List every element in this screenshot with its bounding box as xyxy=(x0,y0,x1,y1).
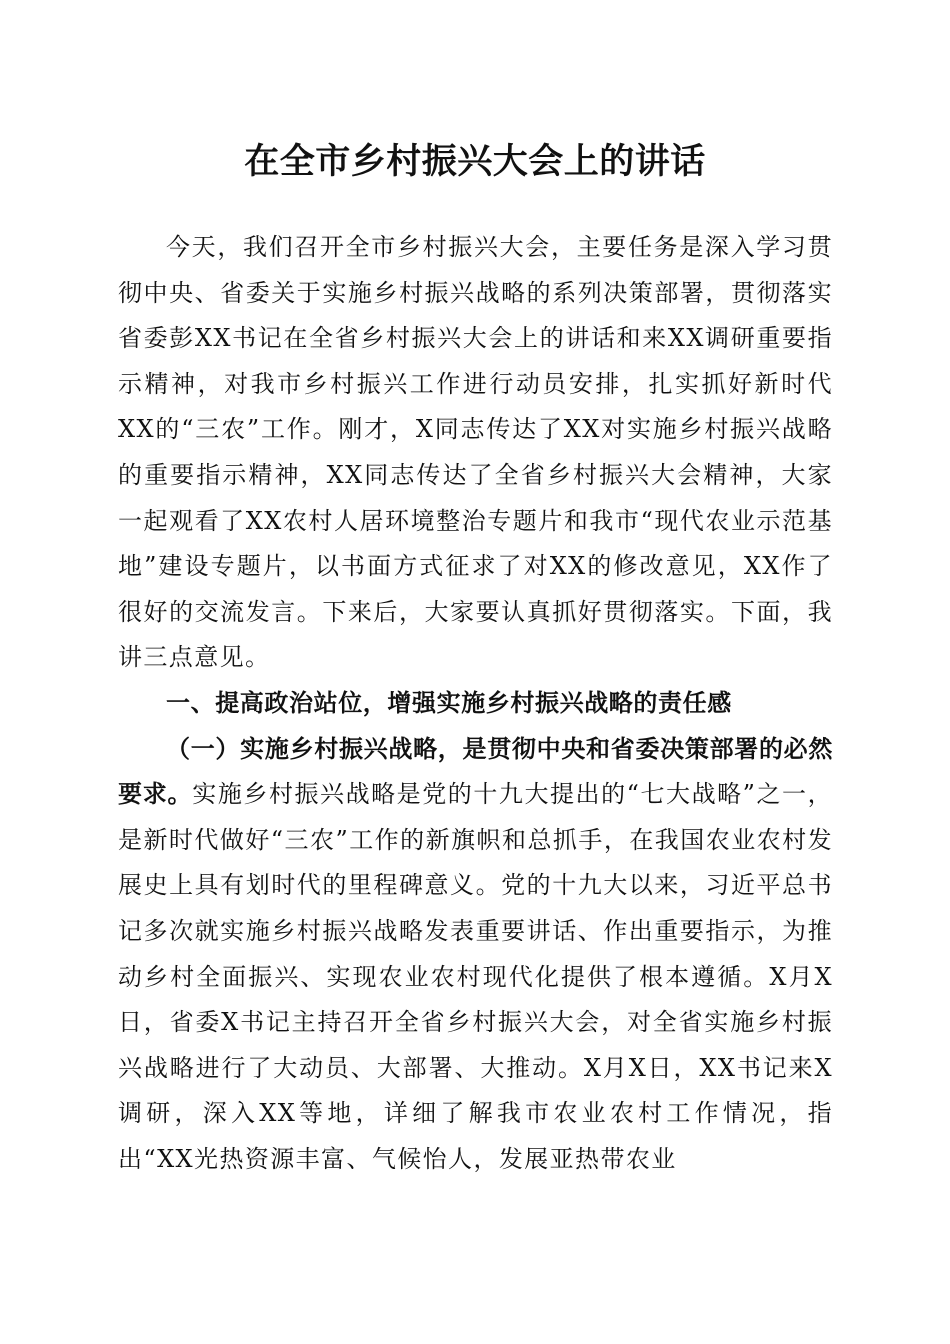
subsection-lead: （一）实施乡村振兴战略，是贯彻中央和省委决策部署的必然要求。 xyxy=(118,734,833,809)
section-heading: 一、提高政治站位，增强实施乡村振兴战略的责任感 xyxy=(166,688,732,717)
intro-paragraph: 今天，我们召开全市乡村振兴大会，主要任务是深入学习贯彻中央、省委关于实施乡村振兴战略的系列决策部署，贯彻落实省委彭XX书记在全省乡村振兴大会上的讲话和来XX调研重要指示精神，对我市乡村振兴工作进行动员安排，扎实抓好新时代XX的“三农”工作。刚才，X同志传达了XX对实施乡村振兴战略的重要指示精神，XX同志传达了全省乡村振兴大会精神，大家一起观看了XX农村人居环境整治专题片和我市“现代农业示范基地”建设专题片，以书面方式征求了对XX的修改意见，XX作了很好的交流发言。下来后，大家要认真抓好贯彻落实。下面，我讲三点意见。 xyxy=(118,233,833,672)
document-body xyxy=(118,225,833,1182)
subsection-body: 实施乡村振兴战略是党的十九大提出的“七大战略”之一，是新时代做好“三农”工作的新旗帜和总抓手，在我国农业农村发展史上具有划时代的里程碑意义。党的十九大以来，习近平总书记多次就实施乡村振兴战略发表重要讲话、作出重要指示，为推动乡村全面振兴、实现农业农村现代化提供了根本遵循。X月X日，省委X书记主持召开全省乡村振兴大会，对全省实施乡村振兴战略进行了大动员、大部署、大推动。X月X日，XX书记来X调研，深入XX等地，详细了解我市农业农村工作情况，指出“XX光热资源丰富、气候怡人，发展亚热带农业 xyxy=(118,780,833,1173)
subsection-paragraph xyxy=(118,727,833,1183)
document-title: 在全市乡村振兴大会上的讲话 xyxy=(244,141,706,182)
